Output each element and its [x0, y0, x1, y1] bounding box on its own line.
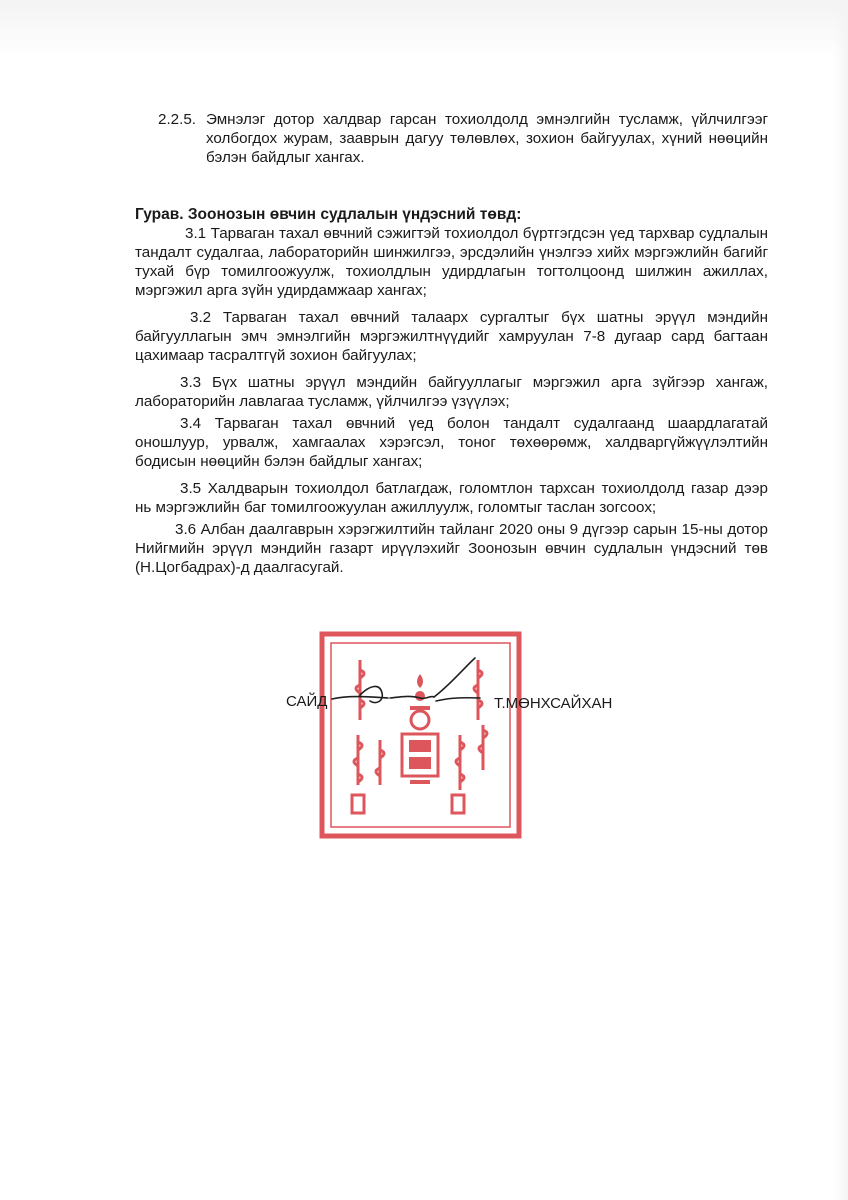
item-number-2-2-5: 2.2.5. [158, 111, 196, 128]
signature-title: САЙД [286, 693, 328, 710]
section-heading: Гурав. Зоонозын өвчин судлалын үндэсний төвд: [135, 206, 522, 223]
item-text-2-2-5: Эмнэлэг дотор халдвар гарсан тохиолдолд эмнэлгийн тусламж, үйлчилгээг холбогдох журам, зааврын дагуу төлөвлөх, зохион байгуулах, хүний нөөцийн бэлэн байдлыг хангах. [206, 111, 768, 166]
item-3-5: 3.5 Халдварын тохиолдол батлагдаж, голомтлон тархсан тохиолдолд газар дээр нь мэргэжлийн баг томилгоожуулан ажиллуулж, голомтыг таслан зогсоох; [135, 480, 768, 516]
item-3-2: 3.2 Тарваган тахал өвчний талаарх сургалтыг бүх шатны эрүүл мэндийн байгууллагын эмч эмнэлгийн мэргэжилтнүүдийг хамруулан 7-8 дугаар сард багтаан цахимаар тасралтгүй зохион байгуулах; [135, 309, 768, 364]
signatory-name: Т.МӨНХСАЙХАН [494, 695, 613, 712]
item-3-3: 3.3 Бүх шатны эрүүл мэндийн байгууллагыг мэргэжил арга зүйгээр хангаж, лабораторийн лавлагаа тусламж, үйлчилгээ үзүүлэх; [135, 374, 768, 410]
handwritten-signature-icon [330, 655, 500, 720]
item-3-1: 3.1 Тарваган тахал өвчний сэжигтэй тохиолдол бүртгэгдсэн үед тархвар судлалын тандалт судалгаа, лабораторийн шинжилгээ, эрсдэлийн үнэлгээ хийх мэргэжлийн багийг тухай бүр томилгоожуулж, тохиолдлын удирдлагын тогтолцоонд шилжин ажиллах, мэргэжил арга зүйн удирдамжаар хангах; [135, 225, 768, 299]
scan-shadow-top [0, 0, 848, 60]
item-3-4: 3.4 Тарваган тахал өвчний үед болон тандалт судалгаанд шаардлагатай оношлуур, урвалж, хамгаалах хэрэгсэл, тоног төхөөрөмж, халдваргүйжүүлэлтийн бодисын нөөцийн бэлэн байдлыг хангах; [135, 415, 768, 470]
item-3-6: 3.6 Албан даалгаврын хэрэгжилтийн тайланг 2020 оны 9 дүгээр сарын 15-ны дотор Нийгмийн эрүүл мэндийн газарт ирүүлэхийг Зоонозын өвчин судлалын үндэсний төв (Н.Цогбадрах)-д даалгасугай. [135, 521, 768, 576]
scan-shadow-right [834, 0, 848, 1200]
